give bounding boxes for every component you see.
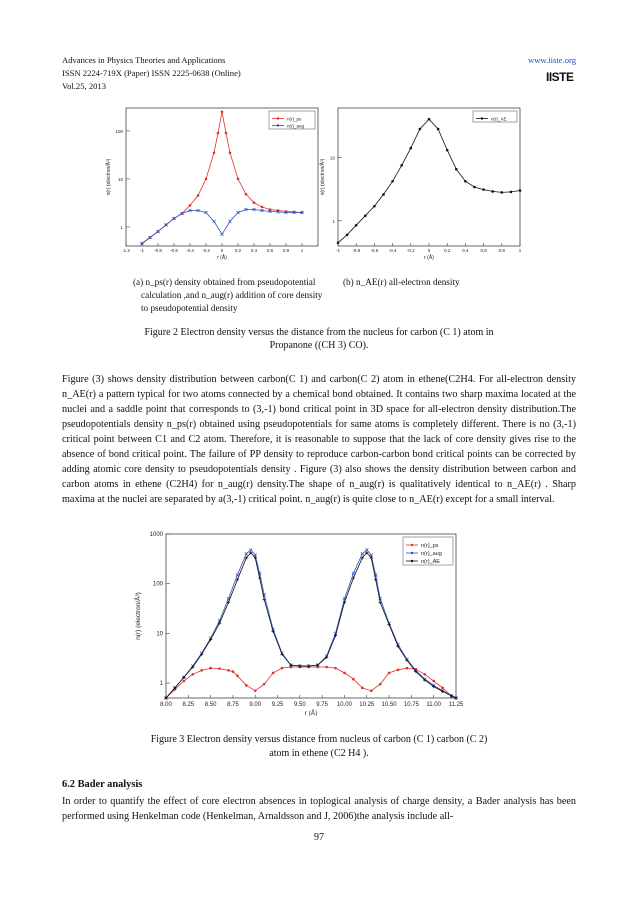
data-point [382, 193, 385, 196]
data-point [245, 684, 248, 687]
data-point [343, 672, 346, 675]
data-point [209, 667, 212, 670]
data-point [491, 190, 494, 193]
x-tick-label: 0 [220, 248, 224, 253]
x-tick-label: 0.8 [282, 248, 290, 253]
x-tick-label: -1 [139, 248, 145, 253]
data-point [464, 180, 467, 183]
data-point [225, 132, 228, 135]
data-point [200, 669, 203, 672]
data-point [272, 672, 275, 675]
data-point [334, 667, 337, 670]
x-tick-label: 1 [518, 248, 522, 253]
fig2-caption-line1: Figure 2 Electron density versus the distance from the nucleus for carbon (C 1) atom in [144, 327, 494, 338]
data-point [510, 191, 513, 194]
x-tick-label: -1.2 [122, 248, 130, 253]
x-tick-label: 0.2 [444, 248, 451, 253]
data-point [364, 214, 367, 217]
data-point [213, 220, 216, 223]
data-point [245, 552, 248, 555]
y-tick-label: 10 [329, 155, 335, 161]
legend-label: n(r)_AE [491, 116, 507, 122]
x-tick-label: 0 [427, 248, 431, 253]
data-point [221, 111, 224, 114]
series-line-1 [142, 210, 302, 244]
x-tick-label: 11.25 [448, 702, 464, 708]
y-tick-label: 1 [159, 681, 163, 688]
data-point [213, 151, 216, 154]
y-tick-label: 1000 [149, 532, 163, 538]
x-tick-label: -0.6 [370, 248, 379, 253]
series-line-0 [338, 116, 520, 243]
data-point [245, 193, 248, 196]
section-title: 6.2 Bader analysis [62, 779, 143, 790]
legend-label: n(r)_aug [287, 123, 305, 129]
data-point [410, 147, 413, 150]
legend-marker [277, 124, 279, 126]
x-tick-label: 8.50 [204, 702, 217, 708]
x-tick-label: -0.2 [406, 248, 415, 253]
figure-3-chart [128, 526, 464, 716]
data-point [325, 666, 328, 669]
data-point [189, 204, 192, 207]
y-axis-label: n(r) (electron/Å³) [135, 592, 142, 640]
page-number: 97 [314, 832, 324, 843]
fig2-sub-a-line1: (a) n_ps(r) density obtained from pseudopotential [133, 277, 316, 287]
x-tick-label: 0.2 [234, 248, 242, 253]
data-point [406, 667, 409, 670]
issn-line: ISSN 2224-719X (Paper) ISSN 2225-0638 (Online) [62, 68, 241, 78]
x-tick-label: 0.6 [480, 248, 487, 253]
x-tick-label: 10.00 [336, 702, 352, 708]
data-point [346, 234, 349, 237]
data-point [281, 667, 284, 670]
y-tick-label: 1 [332, 218, 335, 224]
fig2-caption-line2: Propanone ((CH 3) CO). [269, 340, 369, 351]
legend [269, 111, 315, 129]
x-tick-label: 9.75 [316, 702, 328, 708]
fig3-caption-line1: Figure 3 Electron density versus distance from nucleus of carbon (C 1) carbon (C 2) [150, 734, 488, 745]
data-point [361, 552, 364, 555]
journal-title: Advances in Physics Theories and Applications [62, 55, 226, 65]
data-point [249, 548, 252, 551]
section-text: In order to quantify the effect of core electron absences in toplogical analysis of charge density, a Bader analysis has been performed using Henkelman code (Henkelman, Arnaldsson and J, 2006)the analysis include all- [62, 796, 576, 822]
data-point [197, 194, 200, 197]
x-tick-label: 10.50 [381, 702, 397, 708]
data-point [441, 687, 444, 690]
iiste-logo: IISTE [546, 70, 574, 84]
legend-label: n(r)_aug [421, 551, 442, 557]
legend-marker [411, 560, 413, 562]
data-point [370, 689, 373, 692]
data-point [261, 206, 264, 209]
y-tick-label: 100 [152, 581, 163, 588]
plot-frame [338, 108, 520, 246]
x-tick-label: 9.25 [271, 702, 284, 708]
data-point [446, 149, 449, 152]
data-point [205, 178, 208, 181]
x-tick-label: -0.8 [154, 248, 162, 253]
data-point [482, 188, 485, 191]
data-point [361, 687, 364, 690]
x-tick-label: 0.4 [462, 248, 469, 253]
data-point [391, 180, 394, 183]
series-line-0 [166, 667, 456, 698]
volume-line: Vol.25, 2013 [62, 81, 107, 91]
legend-label: n(r)_AE [421, 559, 440, 565]
series-line-1 [166, 550, 456, 698]
data-point [183, 680, 186, 683]
data-point [400, 164, 403, 167]
x-tick-label: 9.00 [249, 702, 262, 708]
y-tick-label: 10 [117, 176, 123, 182]
journal-url-link[interactable]: www.iiste.org [528, 55, 576, 65]
x-tick-label: -0.6 [170, 248, 178, 253]
x-axis-label: r (Å) [424, 255, 434, 261]
x-tick-label: 10.75 [403, 702, 419, 708]
x-tick-label: -0.2 [202, 248, 210, 253]
data-point [388, 672, 391, 675]
y-tick-label: 10 [156, 631, 163, 638]
data-point [263, 683, 266, 686]
data-point [229, 220, 232, 223]
legend-marker [411, 552, 413, 554]
fig2-sub-a-line3: to pseudopotential density [141, 303, 238, 313]
x-tick-label: -1 [335, 248, 341, 253]
data-point [237, 178, 240, 181]
data-point [236, 674, 239, 677]
data-point [365, 548, 368, 551]
y-axis-label: n(r) (electron/Å³) [106, 158, 112, 196]
x-tick-label: -0.8 [352, 248, 361, 253]
legend-label: n(r)_ps [421, 543, 439, 549]
data-point [253, 201, 256, 204]
body-paragraph: Figure (3) shows density distribution between carbon(C 1) and carbon(C 2) atom in ethene(C2H4. For all-electron density n_AE(r) a pattern typical for two atoms connected by a chemical bond obtained. It contains two sharp maxima located at the nuclei and a saddle point that corresponds to (3,-1) bond critical point in 3D space for all-electron density distribution.The pseudopotentials density n_ps(r) obtained using pseudopotentials for same atoms is completely different. There is no (3,-1) critical point between C1 and C2 atom. Therefore, it is reasonable to suppose that the lack of core density gives rise to the absence of bond critical point. The failure of PP density to reproduce carbon-carbon bond critical points can be corrected by adding atomic core density to pseudopotentials density . Figure (3) also shows the density distribution between carbon and carbon atoms in ethene (C2H4) for n_aug(r) density.The shape of n_aug(r) is qualitatively identical to n_AE(r) . Sharp maxima at the nuclei are separated by a(3,-1) critical point. n_aug(r) is quite close to n_AE(r) except for a small interval. [62, 374, 576, 505]
x-tick-label: 9.50 [294, 702, 306, 708]
data-point [501, 191, 504, 194]
data-point [419, 128, 422, 131]
legend [473, 111, 517, 122]
y-tick-label: 1 [120, 224, 123, 230]
data-point [221, 233, 224, 236]
figure-2-panel-a [104, 100, 324, 270]
data-point [217, 132, 220, 135]
y-axis-label: n(r) (electron/Å³) [320, 158, 326, 196]
x-tick-label: -0.4 [186, 248, 194, 253]
y-tick-label: 100 [115, 128, 123, 134]
data-point [373, 205, 376, 208]
x-tick-label: 1 [300, 248, 304, 253]
fig3-caption-line2: atom in ethene (C2 H4 ). [269, 748, 369, 759]
x-axis-label: r (Å) [304, 710, 318, 716]
series-line-2 [166, 553, 456, 698]
data-point [352, 678, 355, 681]
data-point [432, 680, 435, 683]
x-tick-label: 11.00 [426, 702, 441, 708]
data-point [519, 189, 522, 192]
data-point [437, 128, 440, 131]
legend-label: n(r)_ps [287, 116, 302, 122]
data-point [254, 689, 257, 692]
data-point [397, 668, 400, 671]
x-tick-label: -0.4 [388, 248, 397, 253]
x-tick-label: 8.00 [160, 702, 172, 708]
x-tick-label: 0.6 [266, 248, 274, 253]
data-point [473, 186, 476, 189]
data-point [337, 241, 340, 244]
data-point [423, 673, 426, 676]
data-point [455, 168, 458, 171]
legend [403, 537, 453, 565]
fig2-sub-b: (b) n_AE(r) all-electron density [343, 277, 460, 287]
x-tick-label: 0.8 [498, 248, 505, 253]
x-tick-label: 8.75 [227, 702, 239, 708]
data-point [191, 673, 194, 676]
legend-marker [277, 117, 279, 119]
data-point [232, 670, 235, 673]
data-point [428, 118, 431, 121]
legend-marker [481, 117, 483, 119]
data-point [355, 224, 358, 227]
fig2-sub-a-line2: calculation ,and n_aug(r) addition of core density [141, 290, 323, 300]
data-point [218, 667, 221, 670]
data-point [379, 683, 382, 686]
x-tick-label: 8.25 [182, 702, 195, 708]
data-point [227, 669, 230, 672]
data-point [229, 151, 232, 154]
x-tick-label: 0.4 [250, 248, 258, 253]
x-tick-label: 10.25 [359, 702, 375, 708]
legend-marker [411, 544, 413, 546]
x-axis-label: r (Å) [217, 255, 227, 261]
figure-2-panel-b [318, 100, 528, 270]
